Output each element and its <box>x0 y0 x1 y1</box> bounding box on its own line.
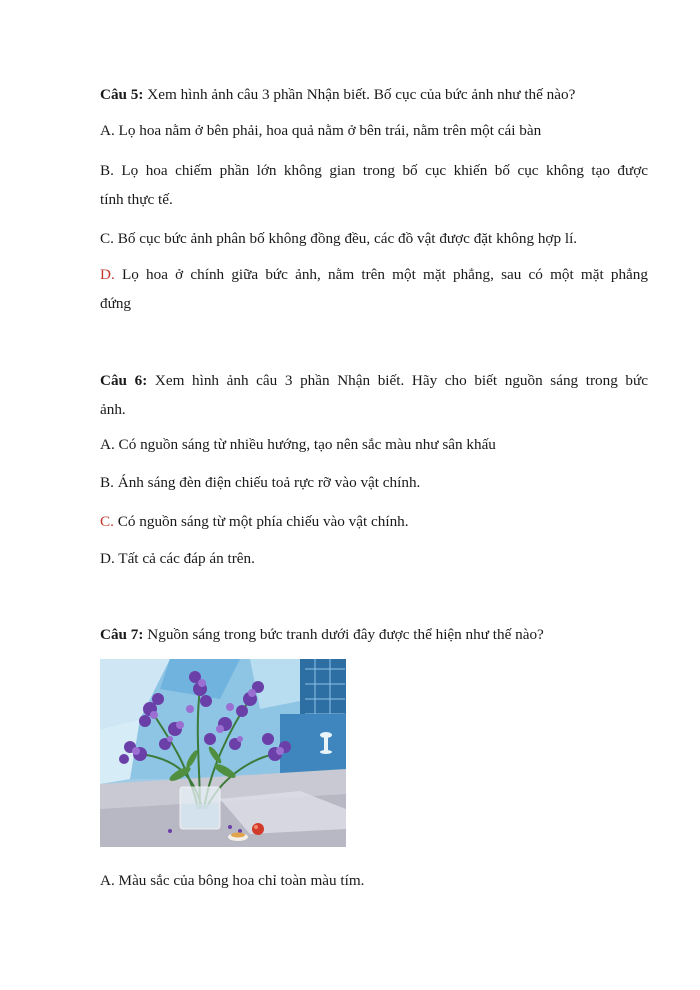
q6-question-line2: ảnh. <box>100 401 126 418</box>
painting-image <box>100 659 346 847</box>
q5-option-b-line1: B. Lọ hoa chiếm phần lớn không gian trong bố cục khiến bố cục không tạo được <box>100 162 648 179</box>
q6-option-c-text: Có nguồn sáng từ một phía chiếu vào vật chính. <box>113 513 409 530</box>
q5-question <box>100 78 648 111</box>
q6-option-c-letter: C. <box>100 513 114 530</box>
q5-option-b-line2: tính thực tế. <box>100 191 173 208</box>
q7-question-text: Nguồn sáng trong bức tranh dưới đây được thể hiện như thế nào? <box>143 626 544 643</box>
painting-flowers-vase-icon <box>100 659 346 847</box>
q5-option-c: C. Bố cục bức ảnh phân bố không đồng đều, các đồ vật được đặt không hợp lí. <box>100 230 578 247</box>
q5-option-d-text: Lọ hoa ở chính giữa bức ảnh, nằm trên một mặt phẳng, sau có một mặt phẳng <box>114 266 648 283</box>
q7-label: Câu 7: <box>100 626 144 643</box>
q6-option-c <box>100 505 648 538</box>
q5-question-text: Xem hình ảnh câu 3 phần Nhận biết. Bố cục của bức ảnh như thế nào? <box>143 86 576 103</box>
q6-label: Câu 6: <box>100 372 148 389</box>
q7-question <box>100 618 648 651</box>
q5-option-a: A. Lọ hoa nằm ở bên phải, hoa quả nằm ở bên trái, nằm trên một cái bàn <box>100 122 542 139</box>
q5-option-d-line2: đứng <box>100 295 132 312</box>
q5-option-d-letter: D. <box>100 266 115 283</box>
q6-option-b: B. Ánh sáng đèn điện chiếu toả rực rỡ vào vật chính. <box>100 474 421 491</box>
q6-option-d: D. Tất cả các đáp án trên. <box>100 550 255 567</box>
q5-label: Câu 5: <box>100 86 144 103</box>
q6-option-a: A. Có nguồn sáng từ nhiều hướng, tạo nên sắc màu như sân khấu <box>100 436 496 453</box>
q7-option-a: A. Màu sắc của bông hoa chỉ toàn màu tím. <box>100 872 365 889</box>
q6-question-text: Xem hình ảnh câu 3 phần Nhận biết. Hãy cho biết nguồn sáng trong bức <box>147 372 648 389</box>
